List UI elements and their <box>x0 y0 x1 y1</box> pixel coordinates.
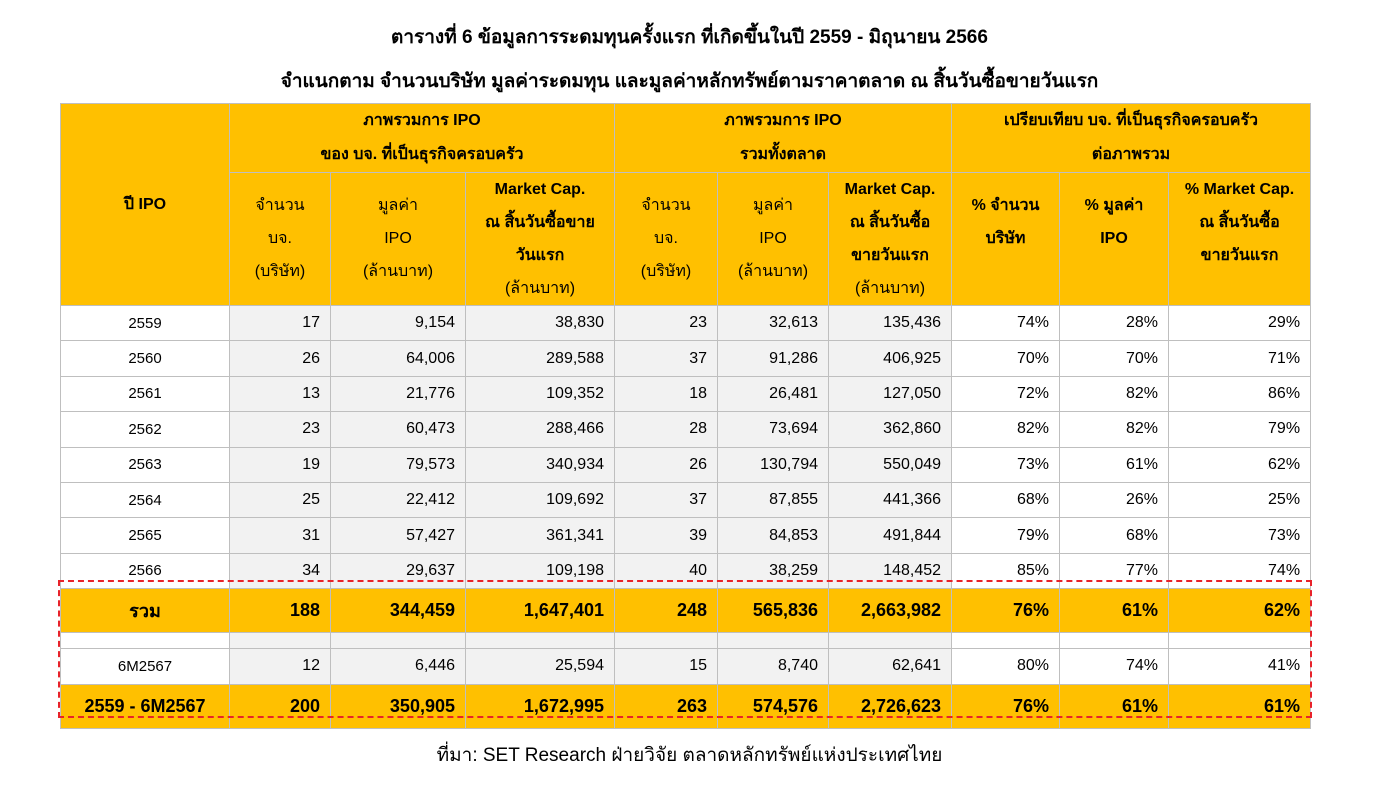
cell: 109,352 <box>466 376 615 411</box>
header-row-columns <box>61 173 1311 306</box>
hdr-text: บจ. <box>268 230 292 247</box>
cell: 38,259 <box>718 553 829 588</box>
cell: 82% <box>1060 376 1169 411</box>
grand-total-row <box>61 684 1311 728</box>
ipo-table <box>60 103 1311 729</box>
source-note: ที่มา: SET Research ฝ่ายวิจัย ตลาดหลักทรัพย์แห่งประเทศไทย <box>436 745 943 766</box>
header-group-compare-line2: ต่อภาพรวม <box>1091 146 1171 163</box>
table-row <box>61 341 1311 376</box>
header-pct-count <box>952 173 1060 306</box>
cell: 6,446 <box>331 649 466 684</box>
cell: 28% <box>1060 306 1169 341</box>
cell: 25% <box>1169 482 1311 517</box>
cell: 61% <box>1060 447 1169 482</box>
cell: 288,466 <box>466 412 615 447</box>
hdr-text: จำนวน <box>255 197 305 214</box>
table-row <box>61 306 1311 341</box>
hdr-text: IPO <box>1100 230 1128 247</box>
hdr-text: ขายวันแรก <box>1200 247 1279 264</box>
cell: 62% <box>1169 447 1311 482</box>
cell-year: 2566 <box>61 553 230 588</box>
header-market-count <box>615 173 718 306</box>
cell: 361,341 <box>466 518 615 553</box>
cell <box>1060 633 1169 649</box>
cell: 1,672,995 <box>466 684 615 728</box>
hdr-text: % มูลค่า <box>1084 197 1144 214</box>
cell: 23 <box>615 306 718 341</box>
header-family-value <box>331 173 466 306</box>
cell: 84,853 <box>718 518 829 553</box>
cell <box>230 633 331 649</box>
cell: 248 <box>615 589 718 633</box>
hdr-text: บริษัท <box>985 230 1026 247</box>
hdr-text: % จำนวน <box>971 197 1040 214</box>
cell: 26% <box>1060 482 1169 517</box>
hdr-text: บจ. <box>654 230 678 247</box>
cell: 29,637 <box>331 553 466 588</box>
hdr-text: Market Cap. <box>494 181 586 198</box>
cell: 29% <box>1169 306 1311 341</box>
hdr-text: Market Cap. <box>844 181 936 198</box>
cell: 87,855 <box>718 482 829 517</box>
table-row <box>61 482 1311 517</box>
cell-year: 2559 <box>61 306 230 341</box>
total-row <box>61 589 1311 633</box>
cell-year: 2561 <box>61 376 230 411</box>
cell <box>1169 633 1311 649</box>
cell: 31 <box>230 518 331 553</box>
cell: 23 <box>230 412 331 447</box>
cell: 62,641 <box>829 649 952 684</box>
cell: 79,573 <box>331 447 466 482</box>
cell: 79% <box>1169 412 1311 447</box>
cell: 39 <box>615 518 718 553</box>
cell-year: 6M2567 <box>61 649 230 684</box>
cell <box>718 633 829 649</box>
cell: 80% <box>952 649 1060 684</box>
cell-year: 2559 - 6M2567 <box>61 684 230 728</box>
table-row <box>61 518 1311 553</box>
hdr-text: (บริษัท) <box>254 263 306 280</box>
header-family-mcap <box>466 173 615 306</box>
cell: 77% <box>1060 553 1169 588</box>
hdr-text: ณ สิ้นวันซื้อ <box>1199 214 1280 231</box>
table-title: ตารางที่ 6 ข้อมูลการระดมทุนครั้งแรก ที่เกิดขึ้นในปี 2559 - มิถุนายน 2566 <box>391 27 988 48</box>
cell: 362,860 <box>829 412 952 447</box>
cell: 9,154 <box>331 306 466 341</box>
cell: 26 <box>230 341 331 376</box>
cell <box>952 633 1060 649</box>
hdr-text: (ล้านบาท) <box>504 280 576 297</box>
cell: 60,473 <box>331 412 466 447</box>
cell: 76% <box>952 589 1060 633</box>
cell-year: 2564 <box>61 482 230 517</box>
cell: 13 <box>230 376 331 411</box>
hdr-text: ณ สิ้นวันซื้อขาย <box>485 214 595 231</box>
cell-year: รวม <box>61 589 230 633</box>
cell: 26,481 <box>718 376 829 411</box>
hdr-text: มูลค่า <box>752 197 794 214</box>
hdr-text: IPO <box>384 230 412 247</box>
cell: 188 <box>230 589 331 633</box>
header-group-family-line1: ภาพรวมการ IPO <box>363 112 481 129</box>
cell: 37 <box>615 341 718 376</box>
cell: 574,576 <box>718 684 829 728</box>
cell: 130,794 <box>718 447 829 482</box>
cell: 109,198 <box>466 553 615 588</box>
cell: 263 <box>615 684 718 728</box>
header-row-groups <box>61 104 1311 173</box>
cell: 61% <box>1060 684 1169 728</box>
cell: 37 <box>615 482 718 517</box>
cell: 200 <box>230 684 331 728</box>
cell: 61% <box>1060 589 1169 633</box>
cell: 28 <box>615 412 718 447</box>
cell: 26 <box>615 447 718 482</box>
header-group-market-line2: รวมทั้งตลาด <box>739 146 827 163</box>
header-group-market <box>615 104 952 173</box>
hdr-text: จำนวน <box>641 197 691 214</box>
hdr-text: IPO <box>759 230 787 247</box>
cell: 73% <box>1169 518 1311 553</box>
cell: 148,452 <box>829 553 952 588</box>
cell <box>829 633 952 649</box>
cell: 64,006 <box>331 341 466 376</box>
cell: 68% <box>952 482 1060 517</box>
cell: 1,647,401 <box>466 589 615 633</box>
header-pct-mcap <box>1169 173 1311 306</box>
cell: 74% <box>952 306 1060 341</box>
cell: 76% <box>952 684 1060 728</box>
cell <box>331 633 466 649</box>
cell: 91,286 <box>718 341 829 376</box>
cell-year: 2562 <box>61 412 230 447</box>
cell: 350,905 <box>331 684 466 728</box>
cell: 19 <box>230 447 331 482</box>
table-row-6m2567 <box>61 649 1311 684</box>
hdr-text: มูลค่า <box>377 197 419 214</box>
hdr-text: (ล้านบาท) <box>362 263 434 280</box>
hdr-text: % Market Cap. <box>1184 181 1295 198</box>
hdr-text: (ล้านบาท) <box>854 280 926 297</box>
cell: 491,844 <box>829 518 952 553</box>
cell: 85% <box>952 553 1060 588</box>
header-market-value <box>718 173 829 306</box>
hdr-text: วันแรก <box>515 247 565 264</box>
table-row <box>61 376 1311 411</box>
header-year-label: ปี IPO <box>123 195 167 213</box>
cell: 15 <box>615 649 718 684</box>
header-group-family-line2: ของ บจ. ที่เป็นธุรกิจครอบครัว <box>320 146 524 163</box>
cell: 38,830 <box>466 306 615 341</box>
table-row <box>61 447 1311 482</box>
table-row <box>61 412 1311 447</box>
cell: 68% <box>1060 518 1169 553</box>
cell: 127,050 <box>829 376 952 411</box>
cell: 17 <box>230 306 331 341</box>
cell: 73% <box>952 447 1060 482</box>
cell: 2,726,623 <box>829 684 952 728</box>
cell: 41% <box>1169 649 1311 684</box>
table-row <box>61 553 1311 588</box>
cell: 86% <box>1169 376 1311 411</box>
cell: 550,049 <box>829 447 952 482</box>
hdr-text: (ล้านบาท) <box>737 263 809 280</box>
hdr-text: (บริษัท) <box>640 263 692 280</box>
cell: 25,594 <box>466 649 615 684</box>
cell: 74% <box>1169 553 1311 588</box>
cell: 441,366 <box>829 482 952 517</box>
header-group-family <box>230 104 615 173</box>
cell: 79% <box>952 518 1060 553</box>
cell: 62% <box>1169 589 1311 633</box>
cell-year: 2565 <box>61 518 230 553</box>
cell: 22,412 <box>331 482 466 517</box>
cell: 70% <box>1060 341 1169 376</box>
cell: 565,836 <box>718 589 829 633</box>
cell: 289,588 <box>466 341 615 376</box>
cell: 135,436 <box>829 306 952 341</box>
table-subtitle: จำแนกตาม จำนวนบริษัท มูลค่าระดมทุน และมูลค่าหลักทรัพย์ตามราคาตลาด ณ สิ้นวันซื้อขายวันแรก <box>280 71 1099 92</box>
cell: 61% <box>1169 684 1311 728</box>
header-market-mcap <box>829 173 952 306</box>
cell: 82% <box>1060 412 1169 447</box>
cell-year: 2560 <box>61 341 230 376</box>
cell <box>615 633 718 649</box>
header-group-market-line1: ภาพรวมการ IPO <box>724 112 842 129</box>
cell: 25 <box>230 482 331 517</box>
cell: 18 <box>615 376 718 411</box>
header-family-count <box>230 173 331 306</box>
cell: 2,663,982 <box>829 589 952 633</box>
cell: 340,934 <box>466 447 615 482</box>
cell: 72% <box>952 376 1060 411</box>
cell <box>61 633 230 649</box>
cell: 109,692 <box>466 482 615 517</box>
cell: 406,925 <box>829 341 952 376</box>
cell: 57,427 <box>331 518 466 553</box>
cell: 8,740 <box>718 649 829 684</box>
cell: 12 <box>230 649 331 684</box>
header-group-compare <box>952 104 1311 173</box>
cell: 71% <box>1169 341 1311 376</box>
cell: 21,776 <box>331 376 466 411</box>
header-group-compare-line1: เปรียบเทียบ บจ. ที่เป็นธุรกิจครอบครัว <box>1004 112 1259 129</box>
header-year <box>61 104 230 306</box>
cell: 70% <box>952 341 1060 376</box>
header-pct-value <box>1060 173 1169 306</box>
cell: 74% <box>1060 649 1169 684</box>
hdr-text: ขายวันแรก <box>851 247 929 264</box>
cell: 34 <box>230 553 331 588</box>
spacer-row <box>61 633 1311 649</box>
cell <box>466 633 615 649</box>
cell: 82% <box>952 412 1060 447</box>
hdr-text: ณ สิ้นวันซื้อ <box>849 214 931 231</box>
cell: 344,459 <box>331 589 466 633</box>
cell: 73,694 <box>718 412 829 447</box>
cell: 32,613 <box>718 306 829 341</box>
cell-year: 2563 <box>61 447 230 482</box>
cell: 40 <box>615 553 718 588</box>
